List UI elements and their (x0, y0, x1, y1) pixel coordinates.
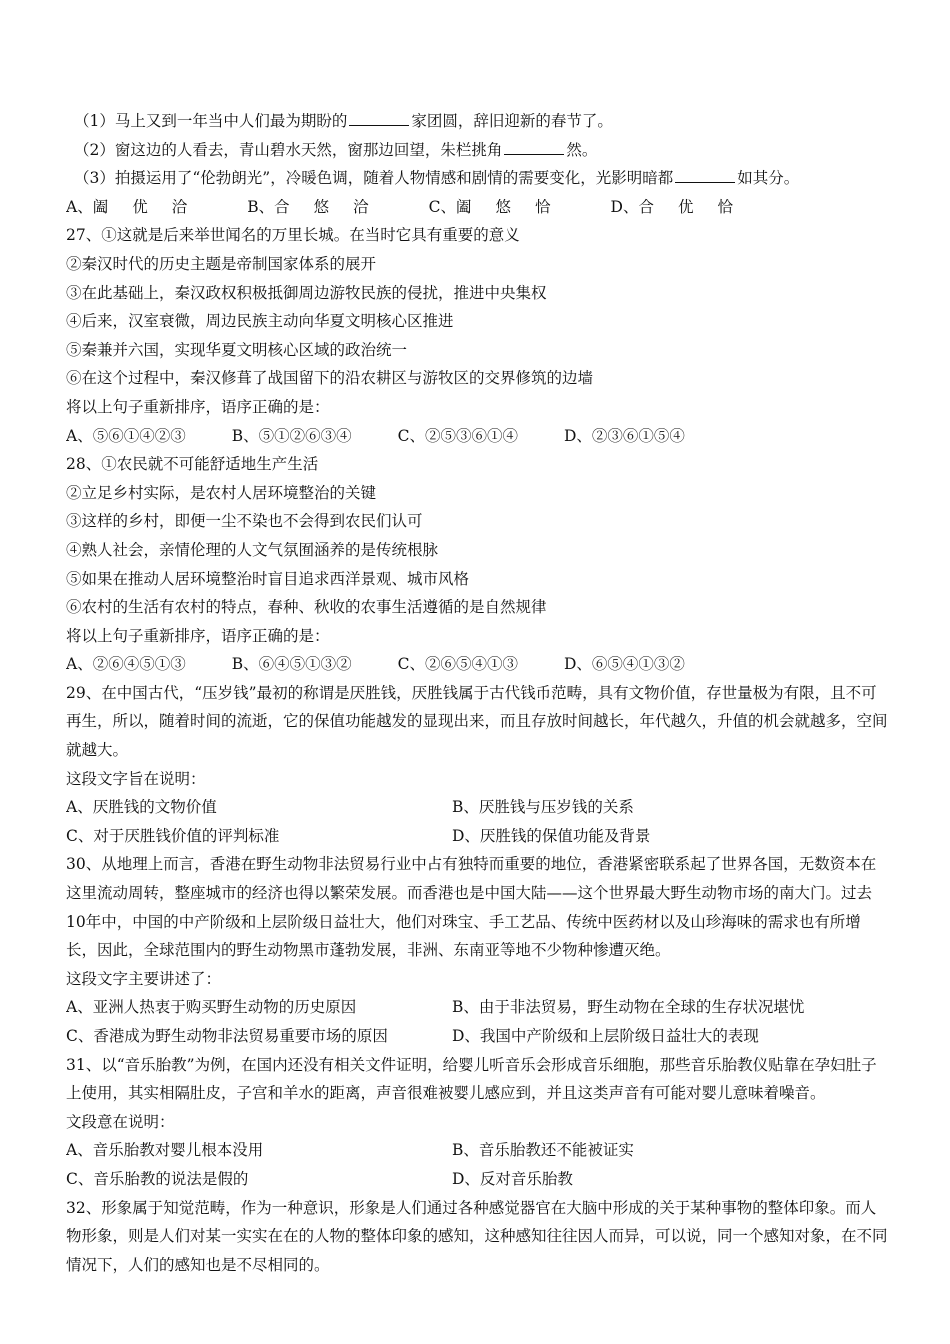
option-b: B、⑥④⑤①③② (231, 655, 352, 674)
answer-blank (675, 168, 735, 183)
q26-sentence-3: （3）拍摄运用了“伦勃朗光”，冷暖色调，随着人物情感和剧情的需要变化，光影明暗都 如其分。 (74, 169, 800, 188)
q27-line: 27、①这就是后来举世闻名的万里长城。在当时它具有重要的意义 (66, 226, 520, 245)
option-c: C、对于厌胜钱价值的评判标准 (66, 826, 280, 845)
q26-options (66, 193, 890, 222)
q28-line: ②立足乡村实际，是农村人居环境整治的关键 (66, 483, 377, 502)
q27-line: ⑤秦兼并六国，实现华夏文明核心区域的政治统一 (66, 340, 408, 359)
q27-line: ④后来，汉室衰微，周边民族主动向华夏文明核心区推进 (66, 312, 454, 331)
option-c: C、音乐胎教的说法是假的 (66, 1169, 249, 1188)
option-a: A、亚洲人热衷于购买野生动物的历史原因 (66, 998, 357, 1017)
answer-blank (504, 140, 564, 155)
option-a: A、厌胜钱的文物价值 (66, 798, 217, 817)
q26-sentence-1: （1）马上又到一年当中人们最为期盼的 家团圆，辞旧迎新的春节了。 (74, 112, 613, 130)
option-b: B、合悠洽 (247, 197, 393, 216)
option-a: A、②⑥④⑤①③ (66, 655, 186, 674)
q27-options (66, 422, 890, 451)
q28-line: 28、①农民就不可能舒适地生产生活 (66, 455, 319, 474)
q30-prompt: 这段文字主要讲述了： (66, 969, 222, 988)
option-d: D、反对音乐胎教 (452, 1169, 573, 1188)
q31-passage: 31、以“音乐胎教”为例，在国内还没有相关文件证明，给婴儿听音乐会形成音乐细胞，那些音乐胎教仪贴靠在孕妇肚子上使用，其实相隔肚皮，子宫和羊水的距离，声音很难被婴儿感应到，并且这类声音有可能对婴儿意味着噪音。 (66, 1055, 877, 1103)
option-b: B、由于非法贸易，野生动物在全球的生存状况堪忧 (452, 998, 805, 1017)
q28-prompt: 将以上句子重新排序，语序正确的是： (66, 626, 330, 645)
answer-blank (349, 111, 409, 126)
q29-options-row-1 (66, 793, 890, 822)
option-d: D、我国中产阶级和上层阶级日益壮大的表现 (452, 1027, 759, 1045)
option-a: A、阖优洽 (66, 197, 212, 216)
q31-prompt: 文段意在说明： (66, 1112, 175, 1131)
q27-line: ③在此基础上，秦汉政权积极抵御周边游牧民族的侵扰，推进中央集权 (66, 283, 547, 302)
option-b: B、音乐胎教还不能被证实 (452, 1141, 634, 1160)
q28-line: ⑤如果在推动人居环境整治时盲目追求西洋景观、城市风格 (66, 569, 470, 588)
q27-line: ②秦汉时代的历史主题是帝制国家体系的展开 (66, 254, 377, 273)
q27-line: ⑥在这个过程中，秦汉修葺了战国留下的沿农耕区与游牧区的交界修筑的边墙 (66, 369, 594, 388)
q28-line: ③这样的乡村，即便一尘不染也不会得到农民们认可 (66, 512, 423, 531)
q29-options-row-2 (66, 822, 890, 851)
q28-line: ⑥农村的生活有农村的特点，春种、秋收的农事生活遵循的是自然规律 (66, 598, 547, 617)
q28-options (66, 650, 890, 679)
option-c: C、②⑤③⑥①④ (397, 426, 518, 445)
option-b: B、⑤①②⑥③④ (231, 426, 352, 445)
option-b: B、厌胜钱与压岁钱的关系 (452, 798, 634, 817)
q27-prompt: 将以上句子重新排序，语序正确的是： (66, 397, 330, 416)
option-c: C、②⑥⑤④①③ (397, 655, 518, 674)
option-d: D、②③⑥①⑤④ (563, 426, 685, 445)
option-a: A、⑤⑥①④②③ (66, 426, 186, 445)
option-c: C、香港成为野生动物非法贸易重要市场的原因 (66, 1027, 388, 1045)
q30-options-row-1 (66, 993, 890, 1022)
option-d: D、厌胜钱的保值功能及背景 (452, 826, 651, 845)
option-d: D、合优恰 (610, 197, 757, 216)
option-d: D、⑥⑤④①③② (563, 655, 685, 674)
q30-options-row-2 (66, 1022, 890, 1051)
q28-line: ④熟人社会，亲情伦理的人文气氛囿涵养的是传统根脉 (66, 540, 439, 559)
option-c: C、阖悠恰 (428, 197, 575, 216)
q29-passage: 29、在中国古代，“压岁钱”最初的称谓是厌胜钱，厌胜钱属于古代钱币范畴，具有文物价值，存世量极为有限，且不可再生，所以，随着时间的流逝，它的保值功能越发的显现出来，而且存放时间越长，年代越久，升值的机会就越多，空间就越大。 (66, 683, 888, 760)
q31-options-row-2 (66, 1165, 890, 1194)
q31-options-row-1 (66, 1136, 890, 1165)
option-a: A、音乐胎教对婴儿根本没用 (66, 1141, 264, 1160)
q32-passage: 32、形象属于知觉范畴，作为一种意识，形象是人们通过各种感觉器官在大脑中形成的关于某种事物的整体印象。而人物形象，则是人们对某一实实在在的人物的整体印象的感知，这种感知往往因人而异，可以说，同一个感知对象，在不同情况下，人们的感知也是不尽相同的。 (66, 1198, 888, 1274)
q26-sentence-2: （2）窗这边的人看去，青山碧水天然，窗那边回望，朱栏挑角 然。 (74, 140, 598, 159)
q30-passage: 30、从地理上而言，香港在野生动物非法贸易行业中占有独特而重要的地位，香港紧密联系起了世界各国，无数资本在这里流动周转，整座城市的经济也得以繁荣发展。而香港也是中国大陆——这个世界最大野生动物市场的南大门。过去10年中，中国的中产阶级和上层阶级日益壮大，他们对珠宝、手工艺品、传统中医药材以及山珍海味的需求也有所增长，因此，全球范围内的野生动物黑市蓬勃发展，非洲、东南亚等地不少物种惨遭灭绝。 (66, 855, 877, 960)
q29-prompt: 这段文字旨在说明： (66, 769, 206, 788)
